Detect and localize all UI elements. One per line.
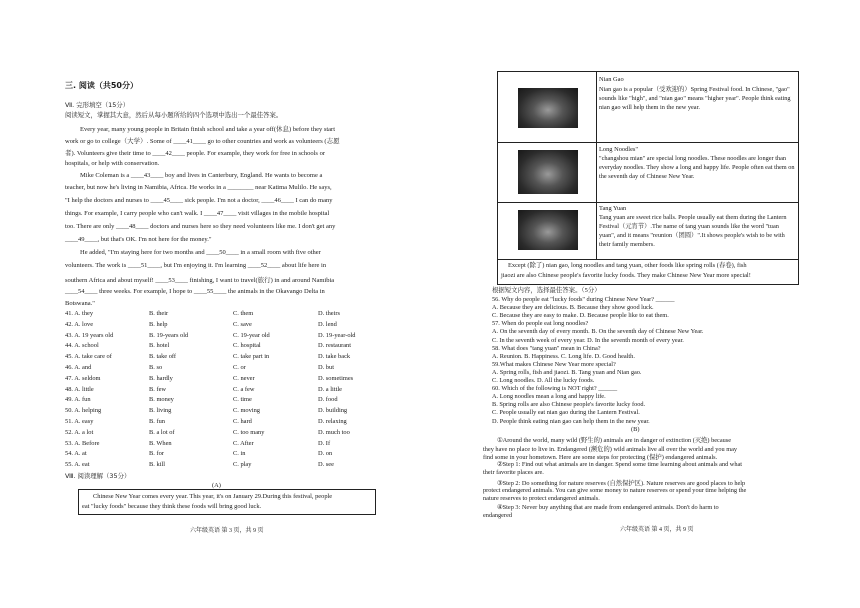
option-choice: 47. A. seldom: [65, 374, 101, 382]
passage-b-line: endangered: [483, 512, 513, 520]
option-choice: 48. A. little: [65, 385, 94, 393]
option-choice: B. kill: [149, 461, 165, 469]
option-choice: 51. A. easy: [65, 418, 94, 425]
question-option: A. On the seventh day of every month. B. On the seventh day of Chinese New Year.: [492, 328, 704, 336]
option-choice: D. but: [318, 364, 334, 371]
page-footer: 六年级英语 第 3 页，共 9 页: [190, 528, 264, 534]
option-choice: B. living: [149, 407, 172, 415]
option-choice: C. time: [233, 396, 252, 404]
option-choice: D. theirs: [318, 310, 341, 317]
food-image-cell: [498, 72, 597, 143]
passage-b-line: ④Step 3: Never buy anything that are made from endangered animals. Don't do harm to: [497, 503, 719, 511]
option-choice: C. in: [233, 450, 246, 458]
option-choice: D. food: [318, 396, 338, 404]
long-noodles-photo: [518, 150, 578, 194]
option-choice: C. hard: [233, 418, 252, 425]
option-choice: C. moving: [233, 407, 260, 415]
passage-b-line: ②Step 1: Find out what animals are in danger. Spend some time learning about animals and what: [497, 460, 743, 468]
question-option: A. Spring rolls, fish and jiaozi. B. Tang yuan and Nian gao.: [492, 368, 642, 376]
option-choice: C. too many: [233, 428, 265, 436]
cloze-heading: Ⅶ. 完形填空（15分）: [65, 101, 130, 109]
page-footer: 六年级英语 第 4 页，共 9 页: [620, 527, 694, 533]
option-choice: 46. A. and: [65, 364, 92, 371]
option-choice: 55. A. eat: [65, 461, 90, 469]
nian-gao-photo: [518, 88, 578, 128]
question-option: C. People usually eat nian gao during the Lantern Festival.: [492, 409, 640, 417]
food-name: Long Noodles": [599, 146, 638, 153]
food-table: [497, 71, 799, 285]
food-description: "changshou mian" are special long noodles. These noodles are longer than everyday noodles. They show a long and happy life. People often eat them on the seventh day of Chinese New Year.: [599, 155, 795, 180]
option-choice: D. If: [318, 439, 331, 447]
question-option: C. Because they are easy to make. D. Because people like to eat them.: [492, 312, 669, 320]
option-choice: C. take part in: [233, 353, 270, 361]
passage-line: Mike Coleman is a ____43____ boy and lives in Canterbury, England. He wants to become a: [80, 172, 323, 179]
food-name: Tang Yuan: [599, 205, 627, 212]
option-choice: 45. A. take care of: [65, 353, 112, 361]
passage-line: too. There are only ____48____ doctors and nurses here so they need volunteers like me. I don't get any: [65, 223, 336, 230]
option-choice: C. never: [233, 374, 255, 382]
intro-line: Chinese New Year comes every year. This year, it's on January 29.During this festival, people: [93, 493, 333, 500]
option-choice: B. their: [149, 310, 169, 317]
section-b-label: (B): [631, 426, 640, 433]
passage-line: He added, "I'm staying here for two months and ____50____ in a small room with five other: [80, 249, 321, 256]
option-choice: D. much too: [318, 428, 350, 436]
food-image-cell: [498, 142, 597, 203]
question-option: A. Because they are delicious. B. Because they show good luck.: [492, 304, 654, 312]
option-choice: C. 19-year old: [233, 331, 270, 339]
option-choice: D. 19-year-old: [318, 331, 356, 339]
question-stem: 59.What makes Chinese New Year more special?: [492, 360, 616, 368]
question-option: C. In the seventh week of every year. D. In the seventh month of every year.: [492, 336, 684, 344]
option-choice: 42. A. love: [65, 320, 94, 328]
option-choice: C. a few: [233, 385, 255, 393]
food-image-cell: [498, 202, 597, 260]
option-choice: C. save: [233, 320, 252, 328]
intro-line: eat "lucky foods" because they think these foods will bring good luck.: [82, 503, 262, 510]
passage-b-line: nature reserves to protect endangered animals.: [483, 495, 600, 503]
tang-yuan-photo: [518, 210, 578, 250]
option-choice: C. play: [233, 461, 252, 469]
option-choice: 41. A. they: [65, 310, 94, 317]
option-choice: B. so: [149, 364, 163, 371]
question-stem: 56. Why do people eat "lucky foods" during Chinese New Year? ______: [492, 296, 675, 303]
question-stem: 58. What does "tang yuan" mean in China?: [492, 344, 601, 352]
option-choice: C. hospital: [233, 342, 261, 350]
option-choice: 50. A. helping: [65, 407, 102, 415]
passage-line: southern Africa and about myself! ____53____ finishing, I want to travel(旅行) in and around Namibia: [65, 277, 335, 284]
passage-line: teacher, but now he's living in Namibia, Africa. He works in a ________ near Katima Mulilo. He says,: [65, 184, 332, 191]
passage-b-line: they have no place to live in. Endangered (濒危的) wild animals live all over the world and you may: [483, 445, 738, 453]
option-choice: C. them: [233, 310, 254, 317]
intro-box: [78, 489, 376, 515]
question-stem: 57. When do people eat long noodles?: [492, 320, 589, 328]
question-option: D. People think eating nian gao can help them in the new year.: [492, 417, 650, 425]
option-choice: D. take back: [318, 353, 351, 361]
option-choice: C. After: [233, 439, 254, 447]
section-title: 三. 阅读（共50分）: [65, 81, 138, 90]
passage-line: ____49____, but that's OK. I'm not here for the money.": [65, 236, 212, 243]
except-line: Except (除了) nian gao, long noodles and tang yuan, other foods like spring rolls (春卷), fish: [508, 262, 747, 269]
question-stem: 60. Which of the following is NOT right? ______: [492, 385, 618, 393]
option-choice: D. restaurant: [318, 342, 352, 350]
passage-b-line: their favorite places are.: [483, 469, 544, 477]
passage-b-line: ①Around the world, many wild (野生的) animals are in danger of extinction (灭绝) because: [497, 437, 732, 444]
question-option: C. Long noodles. D. All the lucky foods.: [492, 377, 595, 384]
passage-b-line: ③Step 2: Do something for nature reserves (自然保护区). Nature reserves are good places to help: [497, 480, 746, 487]
food-description: Nian gao is a popular（受欢迎的）Spring Festival food. In Chinese, "gao" sounds like "high", and "nian gao" means "higher year". People think eating nian gao will help them in the new year.: [599, 86, 791, 111]
passage-b-line: find some in your hometown. Here are some steps for protecting (保护) endangered animals.: [483, 454, 718, 462]
option-choice: 44. A. school: [65, 342, 99, 350]
food-description: Tang yuan are sweet rice balls. People usually eat them during the Lantern Festival（元宵节）.The name of tang yuan sounds like the word "tuan yuan", and it means "reunion（团圆）".It shows people's wish to be with their family members.: [599, 214, 787, 248]
option-choice: D. sometimes: [318, 374, 354, 382]
question-option: B. Spring rolls are also Chinese people's favorite lucky food.: [492, 401, 646, 409]
option-choice: D. building: [318, 407, 348, 415]
choose-instruction: 根据短文内容，选择最佳答案。（5分）: [492, 287, 601, 294]
question-option: A. Reunion. B. Happiness. C. Long life. D. Good health.: [492, 352, 635, 360]
passage-line: volunteers. The work is ____51____, but I'm enjoying it. I'm learning ____52____ about life here in: [65, 262, 327, 269]
except-line: jiaozi are also Chinese people's favorite lucky foods. They make Chinese New Year more special!: [501, 272, 751, 279]
option-choice: B. money: [149, 396, 174, 404]
passage-line: Every year, many young people in Britain finish school and take a year off(休息) before they start: [80, 126, 336, 133]
passage-line: hospitals, or help with conservation.: [65, 160, 160, 167]
option-choice: 49. A. fun: [65, 396, 91, 404]
cloze-instruction: 阅读短文，掌握其大意，然后从每小题所给的四个选项中选出一个最佳答案。: [65, 112, 283, 119]
option-choice: B. for: [149, 450, 164, 458]
option-choice: B. few: [149, 385, 167, 393]
option-choice: B. hotel: [149, 342, 170, 350]
option-choice: B. take off: [149, 353, 177, 361]
option-choice: C. or: [233, 364, 246, 371]
option-choice: B. 19-years old: [149, 331, 189, 339]
option-choice: 53. A. Before: [65, 439, 100, 447]
passage-line: "I help the doctors and nurses to ____45____ sick people. I'm not a doctor, ____46____ I can do many: [65, 197, 333, 204]
option-choice: B. fun: [149, 418, 165, 425]
option-choice: D. a little: [318, 385, 342, 393]
passage-line: ____54____ three weeks. For example, I hope to ____55____ the animals in the Okavango Delta in: [65, 288, 325, 295]
reading-heading: Ⅷ. 阅读理解（35分）: [65, 472, 131, 480]
option-choice: 54. A. at: [65, 450, 87, 458]
option-choice: 43. A. 19 years old: [65, 331, 114, 339]
option-choice: D. relaxing: [318, 418, 347, 425]
passage-line: work or go to college（大学）. Some of ____41____ go to other countries and work as volunteers (志愿: [65, 138, 340, 145]
option-choice: B. a lot of: [149, 428, 175, 436]
option-choice: B. hardly: [149, 374, 173, 382]
option-choice: 52. A. a lot: [65, 428, 94, 436]
food-name: Nian Gao: [599, 76, 624, 83]
option-choice: D. see: [318, 461, 334, 469]
option-choice: D. on: [318, 450, 333, 458]
passage-line: Botswana.": [65, 300, 95, 307]
question-option: A. Long noodles mean a long and happy life.: [492, 393, 606, 401]
option-choice: B. When: [149, 439, 172, 447]
option-choice: B. help: [149, 320, 168, 328]
option-choice: D. lend: [318, 320, 337, 328]
section-a-label: (A): [212, 482, 221, 489]
passage-line: things. For example, I carry people who can't walk. I ____47____ visit villages in the mobile hospital: [65, 210, 330, 217]
passage-line: 者). Volunteers give their time to ____42____ people. For example, they work for free in schools or: [65, 150, 326, 157]
passage-b-line: protect endangered animals. You can give some money to nature reserves or spend your time helping the: [483, 486, 747, 494]
